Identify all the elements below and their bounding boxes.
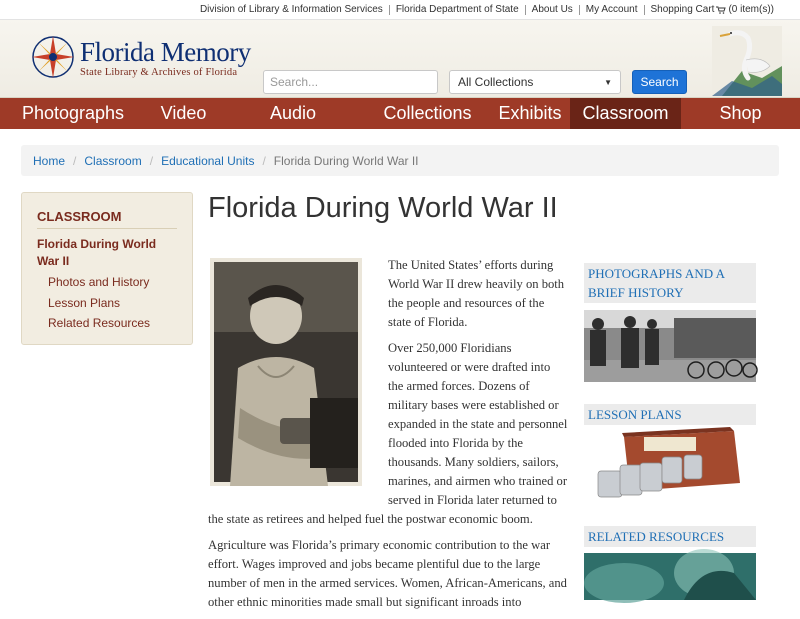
search-input[interactable] — [263, 70, 438, 94]
page-title: Florida During World War II — [208, 192, 558, 224]
related-resources-heading[interactable]: RELATED RESOURCES — [584, 526, 756, 547]
breadcrumb-educational-units[interactable]: Educational Units — [161, 153, 255, 168]
related-resources-photo[interactable] — [584, 553, 756, 600]
article-paragraph: The United States’ efforts during World War II drew heavily on both the people and resources of the state of Florida. — [388, 258, 565, 329]
photographs-history-heading[interactable]: PHOTOGRAPHS AND A BRIEF HISTORY — [584, 263, 756, 303]
site-logo[interactable] — [30, 34, 251, 80]
sidebar-item-related-resources[interactable]: Related Resources — [48, 316, 151, 330]
cart-count: (0 item(s)) — [728, 3, 774, 15]
search-button[interactable]: Search — [632, 70, 687, 94]
nav-audio[interactable]: Audio — [269, 103, 317, 123]
photo-float-spacer — [208, 256, 388, 506]
nav-exhibits[interactable]: Exhibits — [498, 103, 562, 123]
breadcrumb-separator: / — [262, 153, 266, 168]
collections-selected-value: All Collections — [458, 75, 534, 89]
shopping-cart-link[interactable] — [644, 5, 781, 15]
article-paragraph: Over 250,000 Floridians volunteered or were drafted into the armed forces. Dozens of military bases were established or expanded in the state and personnel flooded into Florida by the thousands. Many soldiers, sailors, marines, and airmen who trained or served in Florida later returned to the state as retirees and helped fuel the postwar economic boom. — [208, 341, 568, 526]
article-body — [208, 256, 568, 619]
soldiers-street-photo[interactable] — [584, 310, 756, 382]
sidebar — [21, 192, 193, 345]
breadcrumb-current: Florida During World War II — [273, 153, 419, 168]
breadcrumb-separator: / — [73, 153, 77, 168]
nav-classroom[interactable]: Classroom — [570, 98, 681, 129]
utility-link-my-account[interactable]: My Account — [579, 5, 644, 15]
nav-photographs[interactable]: Photographs — [21, 103, 125, 123]
sidebar-item-photos-and-history[interactable]: Photos and History — [48, 275, 150, 289]
utility-link-department-of-state[interactable]: Florida Department of State — [389, 5, 525, 15]
breadcrumb-home[interactable]: Home — [33, 153, 66, 168]
utility-link-about-us[interactable]: About Us — [525, 5, 579, 15]
site-header — [0, 20, 800, 98]
nav-collections[interactable]: Collections — [383, 103, 472, 123]
breadcrumb — [21, 145, 779, 176]
logo-title: Florida Memory — [80, 36, 251, 67]
sidebar-item-lesson-plans[interactable]: Lesson Plans — [48, 295, 121, 310]
cart-label: Shopping Cart — [650, 3, 715, 15]
article-paragraph: Agriculture was Florida’s primary economic contribution to the war effort. Wages improved and jobs became plentiful due to the large number of men in the armed services. Women, African-Americans, and other ethnic minorities made small but significant inroads into — [208, 538, 567, 609]
utility-link-library-services[interactable]: Division of Library & Information Services — [199, 3, 383, 15]
sidebar-item-current[interactable]: Florida During World War II — [37, 237, 157, 268]
utility-bar — [0, 0, 800, 20]
sidebar-title[interactable]: CLASSROOM — [37, 209, 177, 229]
lesson-plans-heading[interactable]: LESSON PLANS — [584, 404, 756, 425]
breadcrumb-separator: / — [149, 153, 154, 168]
logo-subtitle: State Library & Archives of Florida — [80, 66, 238, 78]
dropdown-caret-icon: ▼ — [604, 77, 612, 87]
nav-video[interactable]: Video — [160, 103, 207, 123]
cart-icon — [716, 6, 726, 14]
breadcrumb-classroom[interactable]: Classroom — [84, 153, 142, 168]
compass-star-icon — [30, 34, 76, 80]
weights-box-photo[interactable] — [584, 427, 756, 505]
collections-select[interactable] — [449, 70, 621, 94]
heron-illustration-icon — [712, 26, 782, 96]
main-nav — [0, 98, 800, 129]
nav-shop[interactable]: Shop — [719, 103, 762, 123]
